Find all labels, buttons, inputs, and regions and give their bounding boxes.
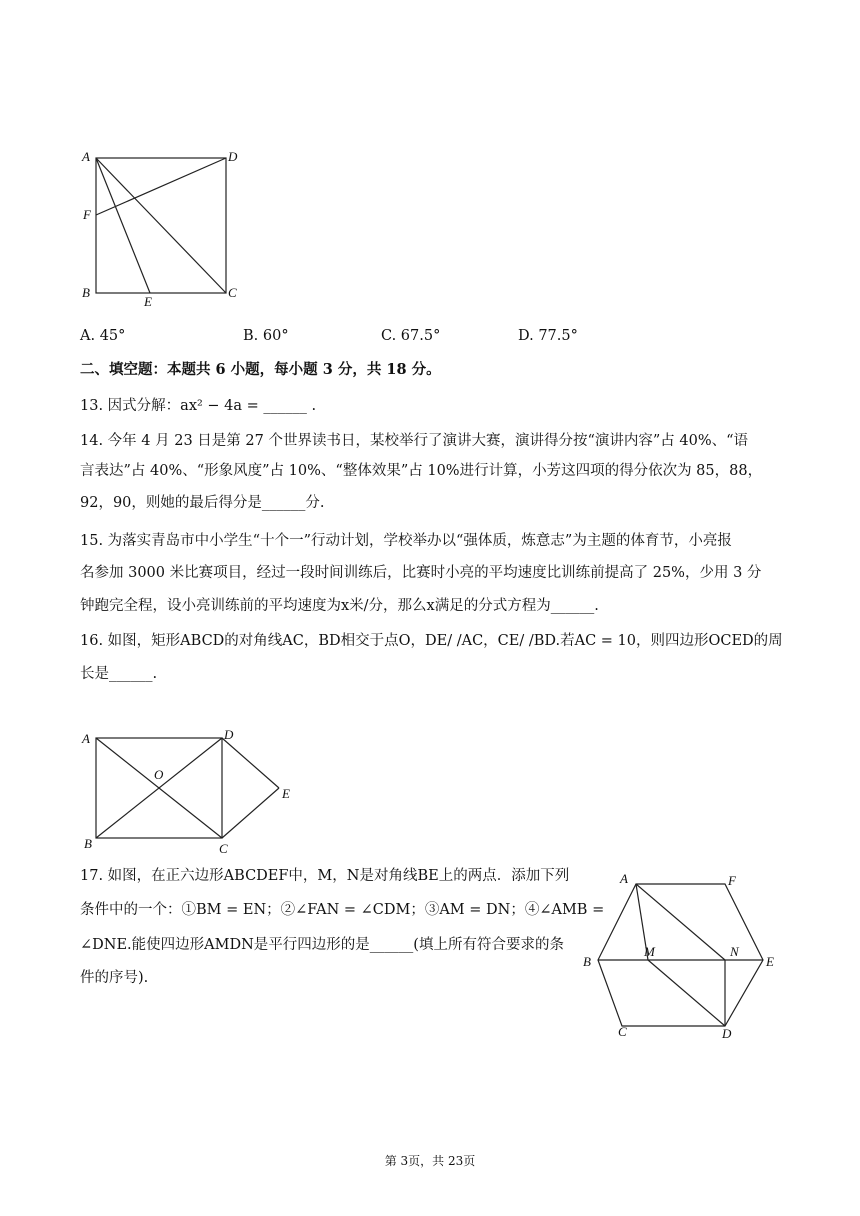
label-C: C xyxy=(618,1024,627,1039)
label-C: C xyxy=(228,285,237,300)
label-B: B xyxy=(84,836,92,851)
question-15-line1: 15. 为落实青岛市中小学生“十个一”行动计划，学校举办以“强体质，炼意志”为主题的体育节，小亮报 xyxy=(80,533,732,549)
question-17-line2: 条件中的一个：①BM = EN；②∠FAN = ∠CDM；③AM = DN；④∠AMB = xyxy=(80,902,605,918)
question-14-line1: 14. 今年 4 月 23 日是第 27 个世界读书日，某校举行了演讲大赛，演讲得分按“演讲内容”占 40%、“语 xyxy=(80,433,749,449)
label-O: O xyxy=(154,767,164,782)
label-D: D xyxy=(224,727,234,742)
option-d: D. 77.5° xyxy=(518,328,578,344)
question-14-line2: 言表达”占 40%、“形象风度”占 10%、“整体效果”占 10%进行计算，小芳这四项的得分依次为 85，88， xyxy=(80,463,763,479)
label-E: E xyxy=(144,294,152,309)
question-15-line2: 名参加 3000 米比赛项目，经过一段时间训练后，比赛时小亮的平均速度比训练前提高了 25%，少用 3 分 xyxy=(80,565,762,581)
label-C: C xyxy=(219,841,228,856)
label-M: M xyxy=(644,944,655,959)
label-E: E xyxy=(282,786,290,801)
question-17-line3: ∠DNE.能使四边形AMDN是平行四边形的是______(填上所有符合要求的条 xyxy=(80,937,564,953)
question-13: 13. 因式分解：ax² − 4a = ______ . xyxy=(80,398,317,414)
square-figure xyxy=(78,146,248,310)
question-17-line4: 件的序号). xyxy=(80,970,149,986)
question-14-line3: 92，90，则她的最后得分是______分. xyxy=(80,495,325,511)
rectangle-figure xyxy=(78,726,308,858)
question-16-line1: 16. 如图，矩形ABCD的对角线AC，BD相交于点O，DE/ /AC，CE/ /BD.若AC = 10，则四边形OCED的周 xyxy=(80,633,783,649)
label-F: F xyxy=(728,873,736,888)
option-a: A. 45° xyxy=(80,328,126,344)
option-c: C. 67.5° xyxy=(381,328,441,344)
question-17-line1: 17. 如图，在正六边形ABCDEF中，M，N是对角线BE上的两点．添加下列 xyxy=(80,868,570,884)
question-16-line2: 长是______. xyxy=(80,666,158,682)
option-b: B. 60° xyxy=(243,328,289,344)
label-A: A xyxy=(82,149,90,164)
hexagon-figure xyxy=(580,866,790,1046)
label-N: N xyxy=(730,944,739,959)
label-B: B xyxy=(82,285,90,300)
question-15-line3: 钟跑完全程，设小亮训练前的平均速度为x米/分，那么x满足的分式方程为______. xyxy=(80,598,599,614)
label-D: D xyxy=(228,149,238,164)
label-E: E xyxy=(766,954,774,969)
section-heading: 二、填空题：本题共 6 小题，每小题 3 分，共 18 分。 xyxy=(80,361,441,378)
label-D: D xyxy=(722,1026,732,1041)
label-A: A xyxy=(82,731,90,746)
label-F: F xyxy=(83,207,91,222)
label-B: B xyxy=(583,954,591,969)
page-footer: 第 3页，共 23页 xyxy=(384,1154,476,1168)
label-A: A xyxy=(620,871,628,886)
